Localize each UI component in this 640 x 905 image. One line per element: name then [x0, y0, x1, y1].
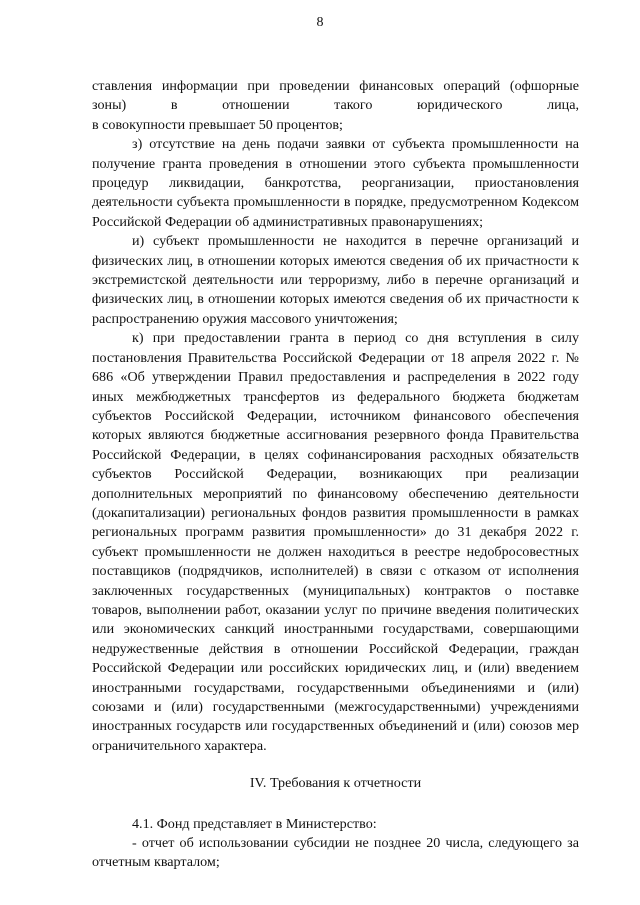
page-number: 8	[316, 15, 324, 30]
section-heading: IV. Требования к отчетности	[249, 775, 422, 792]
paragraph: в совокупности превышает 50 процентов;	[92, 116, 343, 133]
paragraph-item-k: к) при предоставлении гранта в период со дня вступления в силу постановления Правительства Российской Федерации от 18 апреля 2022 г. № 686 «Об утверждении Правил предоставления и распределения в 2022 году иных межбюджетных трансфертов из федерального бюджета бюджетам субъектов Российской Федерации, источником финансового обеспечения которых являются бюджетные ассигнования резервного фонда Правительства Российской Федерации, в целях софинансирования расходных обязательств субъектов Российской Федерации, возникающих при реализации дополнительных мероприятий по финансовому обеспечению деятельности (докапитализации) региональных фондов развития промышленности в рамках региональных программ развития промышленности» до 31 декабря 2022 г. субъект промышленности не должен находиться в реестре недобросовестных поставщиков (подрядчиков, исполнителей) в связи с отказом от исполнения заключенных государственных (муниципальных) контрактов о поставке товаров, выполнении работ, оказании услуг по причине введения политических или экономических санкций иностранными государствами, совершающими недружественные действия в отношении Российской Федерации, граждан Российской Федерации или российских юридических лиц, и (или) введением иностранными государствами, государственными объединениями и (или) союзами и (или) государственными (межгосударственными) учреждениями иностранных государств или государственных объединений и (или) союзов мер ограничительного характера.	[92, 330, 579, 754]
paragraph-item-4-1: 4.1. Фонд представляет в Министерство:	[132, 815, 377, 832]
paragraph-report-item: - отчет об использовании субсидии не позднее 20 числа, следующего за отчетным кварталом;	[92, 835, 579, 871]
paragraph: ставления информации при проведении финансовых операций (офшорные зоны) в отношении такого юридического лица,	[92, 78, 579, 114]
paragraph-group-bottom	[92, 815, 579, 873]
paragraph-group-top	[92, 77, 579, 756]
document-body	[92, 77, 579, 873]
paragraph-item-z: з) отсутствие на день подачи заявки от субъекта промышленности на получение гранта проведения в отношении этого субъекта промышленности процедур ликвидации, банкротства, реорганизации, приостановления деятельности субъекта промышленности в порядке, предусмотренном Кодексом Российской Федерации об административных правонарушениях;	[92, 136, 579, 230]
paragraph-item-i: и) субъект промышленности не находится в перечне организаций и физических лиц, в отношении которых имеются сведения об их причастности к экстремистской деятельности или терроризму, либо в перечне организаций и физических лиц, в отношении которых имеются сведения об их причастности к распространению оружия массового уничтожения;	[92, 233, 579, 327]
